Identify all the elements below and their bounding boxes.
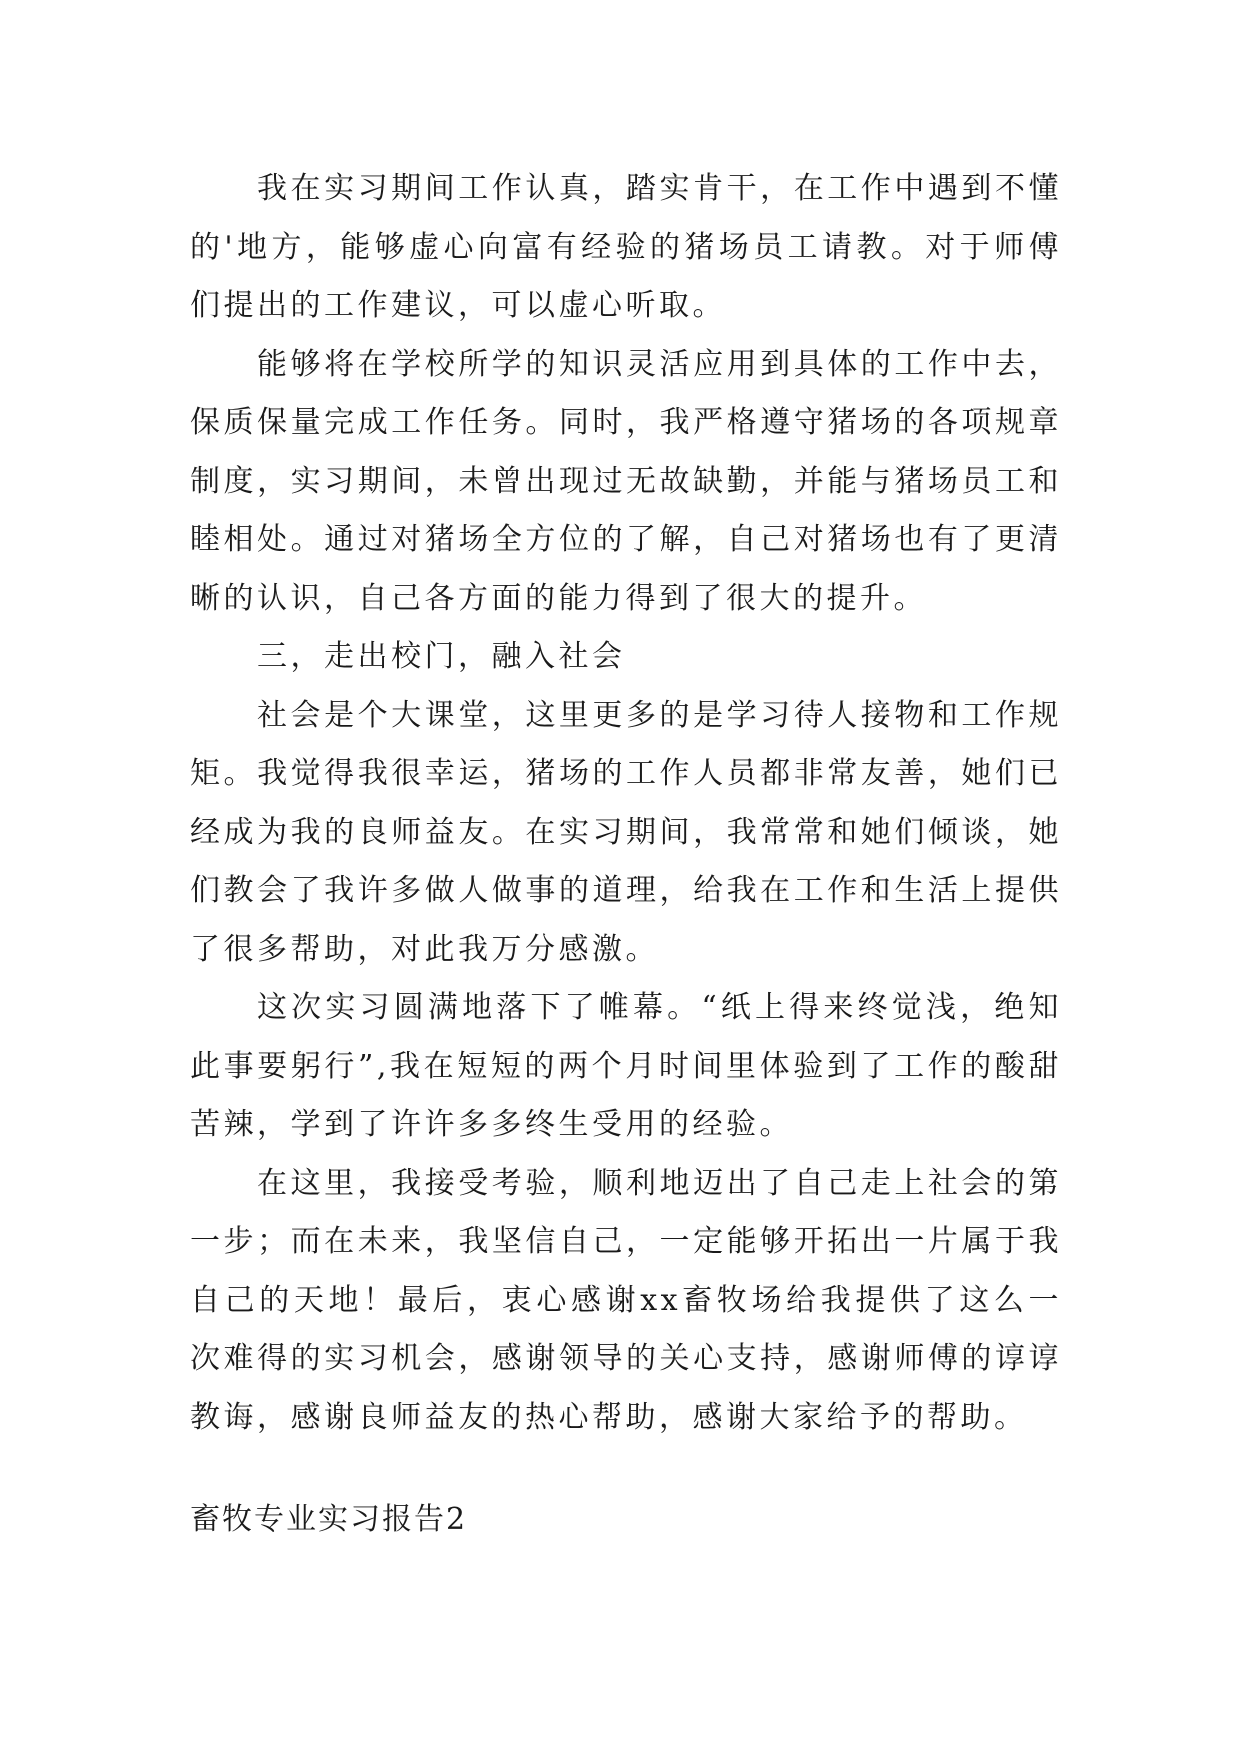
- paragraph-skills: 能够将在学校所学的知识灵活应用到具体的工作中去，保质保量完成工作任务。同时，我严格遵守猪场的各项规章制度，实习期间，未曾出现过无故缺勤，并能与猪场员工和睦相处。通过对猪场全方位的了解，自己对猪场也有了更清晰的认识，自己各方面的能力得到了很大的提升。: [190, 346, 1062, 616]
- document-body: [190, 160, 1062, 1447]
- next-report-title: 畜牧专业实习报告2: [190, 1502, 468, 1537]
- paragraph-conclusion: 这次实习圆满地落下了帷幕。“纸上得来终觉浅，绝知此事要躬行”,我在短短的两个月时间里体验到了工作的酸甜苦辣，学到了许许多多终生受用的经验。: [190, 990, 1062, 1142]
- paragraph-society: 社会是个大课堂，这里更多的是学习待人接物和工作规矩。我觉得我很幸运，猪场的工作人员都非常友善，她们已经成为我的良师益友。在实习期间，我常常和她们倾谈，她们教会了我许多做人做事的道理，给我在工作和生活上提供了很多帮助，对此我万分感激。: [190, 697, 1062, 967]
- paragraph-work-attitude: 我在实习期间工作认真，踏实肯干，在工作中遇到不懂的'地方，能够虚心向富有经验的猪场员工请教。对于师傅们提出的工作建议，可以虚心听取。: [190, 171, 1062, 323]
- paragraph-thanks: 在这里，我接受考验，顺利地迈出了自己走上社会的第一步；而在未来，我坚信自己，一定能够开拓出一片属于我自己的天地！最后，衷心感谢xx畜牧场给我提供了这么一次难得的实习机会，感谢领导的关心支持，感谢师傅的谆谆教诲，感谢良师益友的热心帮助，感谢大家给予的帮助。: [190, 1165, 1062, 1435]
- section-heading-society: 三，走出校门，融入社会: [257, 639, 626, 674]
